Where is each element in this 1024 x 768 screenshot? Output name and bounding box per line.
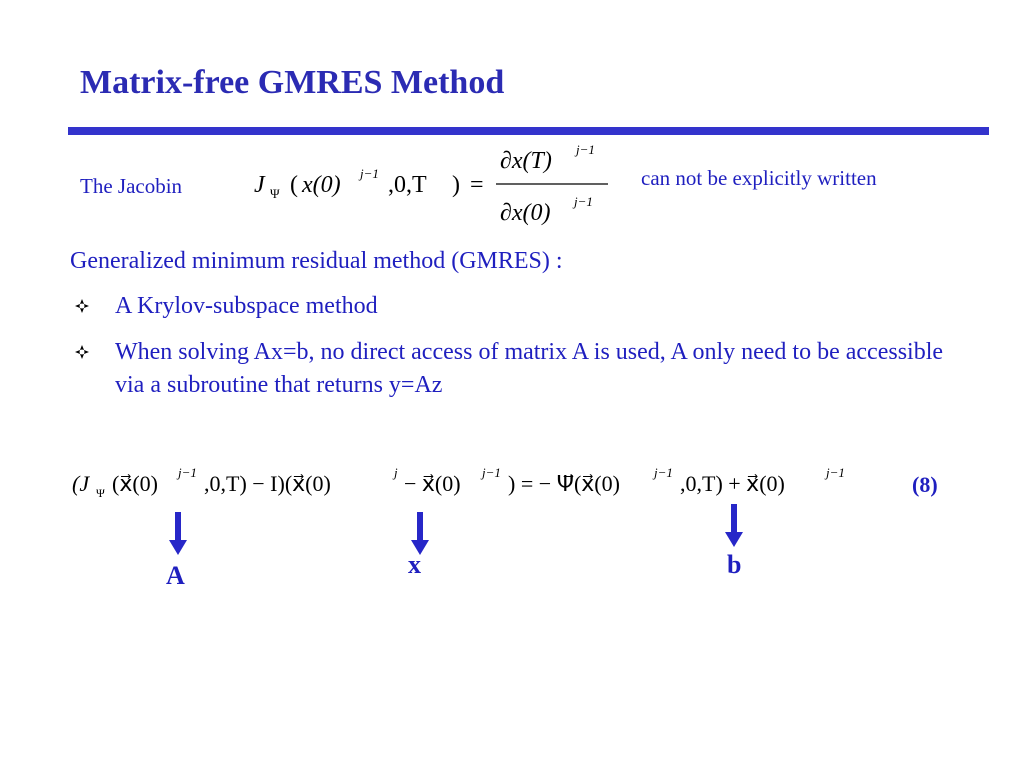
equation-number: (8) xyxy=(912,472,938,497)
arrow-label-x: x xyxy=(408,550,421,579)
diamond-bullet-icon xyxy=(74,298,90,314)
arrow-label-a: A xyxy=(166,561,185,590)
jacobian-numerator: ∂x(T) xyxy=(500,148,552,174)
jacobian-equals: = xyxy=(470,172,484,198)
jacobian-J: J xyxy=(254,172,265,198)
jacobian-denominator: ∂x(0) xyxy=(500,200,551,226)
slide-title: Matrix-free GMRES Method xyxy=(80,64,505,101)
eq8-sup5: j−1 xyxy=(826,465,845,480)
eq8-sup2: j xyxy=(394,465,398,480)
jacobian-x0: x(0) xyxy=(302,172,341,198)
arrow-down-icon xyxy=(724,504,744,548)
eq8-part1-sub: Ψ xyxy=(96,486,105,500)
jacobian-rest: ,0,T xyxy=(388,172,427,198)
eq8-part1: (J xyxy=(72,471,90,496)
jacobian-open: ( xyxy=(290,172,298,198)
eq8-part2: (x⃗(0) xyxy=(112,471,158,496)
jacobian-sup: j−1 xyxy=(360,166,379,181)
equation-8 xyxy=(70,455,870,505)
jacobian-sub: Ψ xyxy=(270,186,280,201)
eq8-sup4: j−1 xyxy=(654,465,673,480)
arrow-label-b: b xyxy=(727,550,742,579)
eq8-sup1: j−1 xyxy=(178,465,197,480)
eq8-part3: ,0,T) − I)(x⃗(0) xyxy=(204,471,331,496)
gmres-intro: Generalized minimum residual method (GMRES) : xyxy=(70,248,563,274)
jacobian-denominator-sup: j−1 xyxy=(574,194,593,209)
jacobian-label: The Jacobin xyxy=(80,174,183,198)
jacobian-equation xyxy=(252,140,622,230)
eq8-part4: − x⃗(0) xyxy=(404,471,461,496)
bullet-text: A Krylov-subspace method xyxy=(115,293,378,319)
title-divider xyxy=(68,127,989,135)
jacobian-numerator-sup: j−1 xyxy=(576,142,595,157)
jacobian-close: ) xyxy=(452,172,460,198)
diamond-bullet-icon xyxy=(74,344,90,360)
eq8-sup3: j−1 xyxy=(482,465,501,480)
jacobian-note: can not be explicitly written xyxy=(641,166,877,190)
eq8-part5: ) = − Ψ⃗(x⃗(0) xyxy=(508,471,620,496)
bullet-text: When solving Ax=b, no direct access of matrix A is used, A only need to be accessible via a subroutine that returns y=Az xyxy=(115,339,944,398)
eq8-part6: ,0,T) + x⃗(0) xyxy=(680,471,785,496)
arrow-down-icon xyxy=(168,512,188,556)
